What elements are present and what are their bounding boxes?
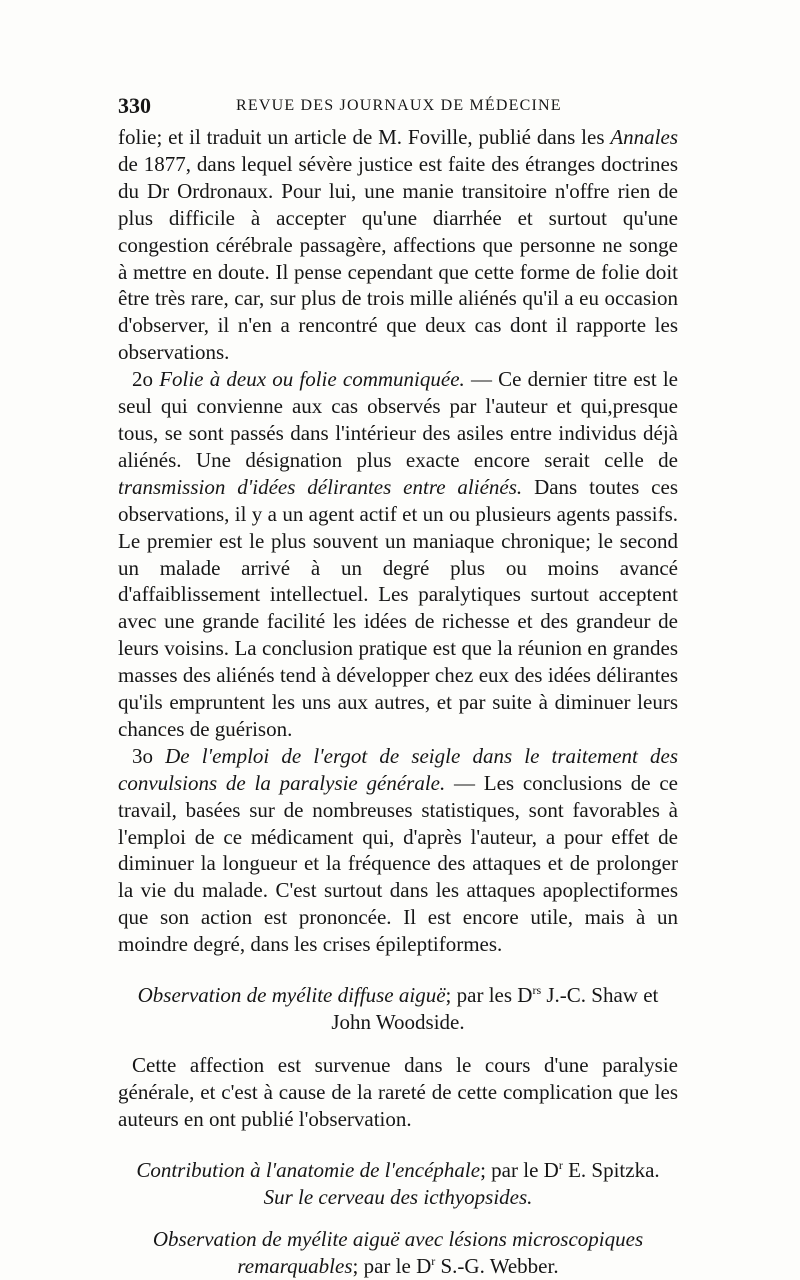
article-author: ; par le D — [480, 1157, 559, 1182]
paragraph-text: folie; et il traduit un article de M. Foville, publié dans les — [118, 125, 611, 149]
article-author: E. Spitzka. — [562, 1157, 660, 1182]
page-number: 330 — [118, 93, 151, 118]
paragraph-text: — Ce dernier titre est le seul qui convienne aux cas observés par l'auteur et qui,presque tous, se sont passés dans l'intérieur des asiles entre individus déjà aliénés. Une désignation plus exacte encore serait celle de — [118, 367, 678, 472]
article-heading-myelite-diffuse — [118, 982, 678, 1036]
article-author: ; par le D — [352, 1254, 432, 1279]
section-ergot-de-seigle — [118, 743, 678, 958]
running-title: REVUE DES JOURNAUX DE MÉDECINE — [236, 97, 562, 114]
section-number: 2o — [132, 367, 160, 392]
article-author: S.-G. Webber. — [435, 1254, 559, 1279]
paragraph-continued — [118, 124, 678, 366]
article-title: Observation de myélite diffuse aiguë — [137, 983, 446, 1008]
spacer — [118, 958, 678, 982]
section-folie-a-deux — [118, 366, 678, 743]
article-title: Contribution à l'anatomie de l'encéphale — [136, 1157, 481, 1182]
section-title: Folie à deux ou folie communiquée. — [159, 367, 465, 392]
article-heading-myelite-aigue — [118, 1226, 678, 1280]
paragraph-text: — Les conclusions de ce travail, basées sur de nombreuses statistiques, sont favorables à l'emploi de ce médicament qui, d'après l'auteur, a pour effet de diminuer la longueur et la fréquence des attaques et de prolonger la vie du malade. C'est surtout dans les attaques apoplectiformes que son action est prononcée. Il est encore utile, mais à un moindre degré, dans les crises épileptiformes. — [118, 770, 678, 957]
paragraph-text: Dans toutes ces observations, il y a un agent actif et un ou plusieurs agents passifs. Le premier est le plus souvent un maniaque chronique; le second un malade arrivé à un degré plus ou moins avancé d'affaiblissement intellectuel. Les paralytiques surtout acceptent avec une grande facilité les idées de richesse et des grandeur de leurs voisins. La conclusion pratique est que la réunion en grandes masses des aliénés tend à développer chez eux des idées délirantes qu'ils empruntent les uns aux autres, et par suite à diminuer leurs chances de guérison. — [118, 474, 678, 741]
section-title: De l'emploi de l'ergot de seigle dans le traitement des convulsions de la paralysie générale. — [118, 743, 678, 795]
page-body — [118, 124, 678, 1280]
article-title: Observation de myélite aiguë avec lésions microscopiques remarquables — [152, 1227, 644, 1279]
article-authors: J.-C. Shaw et John Woodside. — [331, 983, 659, 1034]
section-number: 3o — [132, 743, 166, 768]
italic-phrase: transmission d'idées délirantes entre aliénés. — [118, 474, 523, 499]
page-header — [118, 91, 678, 121]
paragraph-text: de 1877, dans lequel sévère justice est faite des étranges doctrines du Dr Ordronaux. Pour lui, une manie transitoire n'offre rien de plus difficile à accepter qu'une diarrhée et surtout qu'une congestion cérébrale passagère, affections que personne ne songe à mettre en doute. Il pense cependant que cette forme de folie doit être très rare, car, sur plus de trois mille aliénés qu'il a eu occasion d'observer, il n'en a rencontré que deux cas dont il rapporte les observations. — [118, 151, 678, 365]
article-authors: ; par les D — [445, 983, 533, 1008]
article-body: Cette affection est survenue dans le cours d'une paralysie générale, et c'est à cause de la rareté de cette complication que les auteurs en ont publié l'observation. — [118, 1052, 678, 1131]
author-superscript: r — [558, 1157, 563, 1172]
author-superscript: r — [431, 1254, 436, 1269]
journal-name: Annales — [610, 125, 678, 149]
article-subtitle — [118, 1184, 678, 1211]
spacer — [118, 1036, 678, 1052]
article-heading-encephale — [118, 1157, 678, 1184]
spacer — [118, 1133, 678, 1157]
article-subtitle-text: Sur le cerveau des icthyopsides. — [263, 1184, 533, 1209]
authors-superscript: rs — [532, 983, 542, 998]
spacer — [118, 1210, 678, 1226]
